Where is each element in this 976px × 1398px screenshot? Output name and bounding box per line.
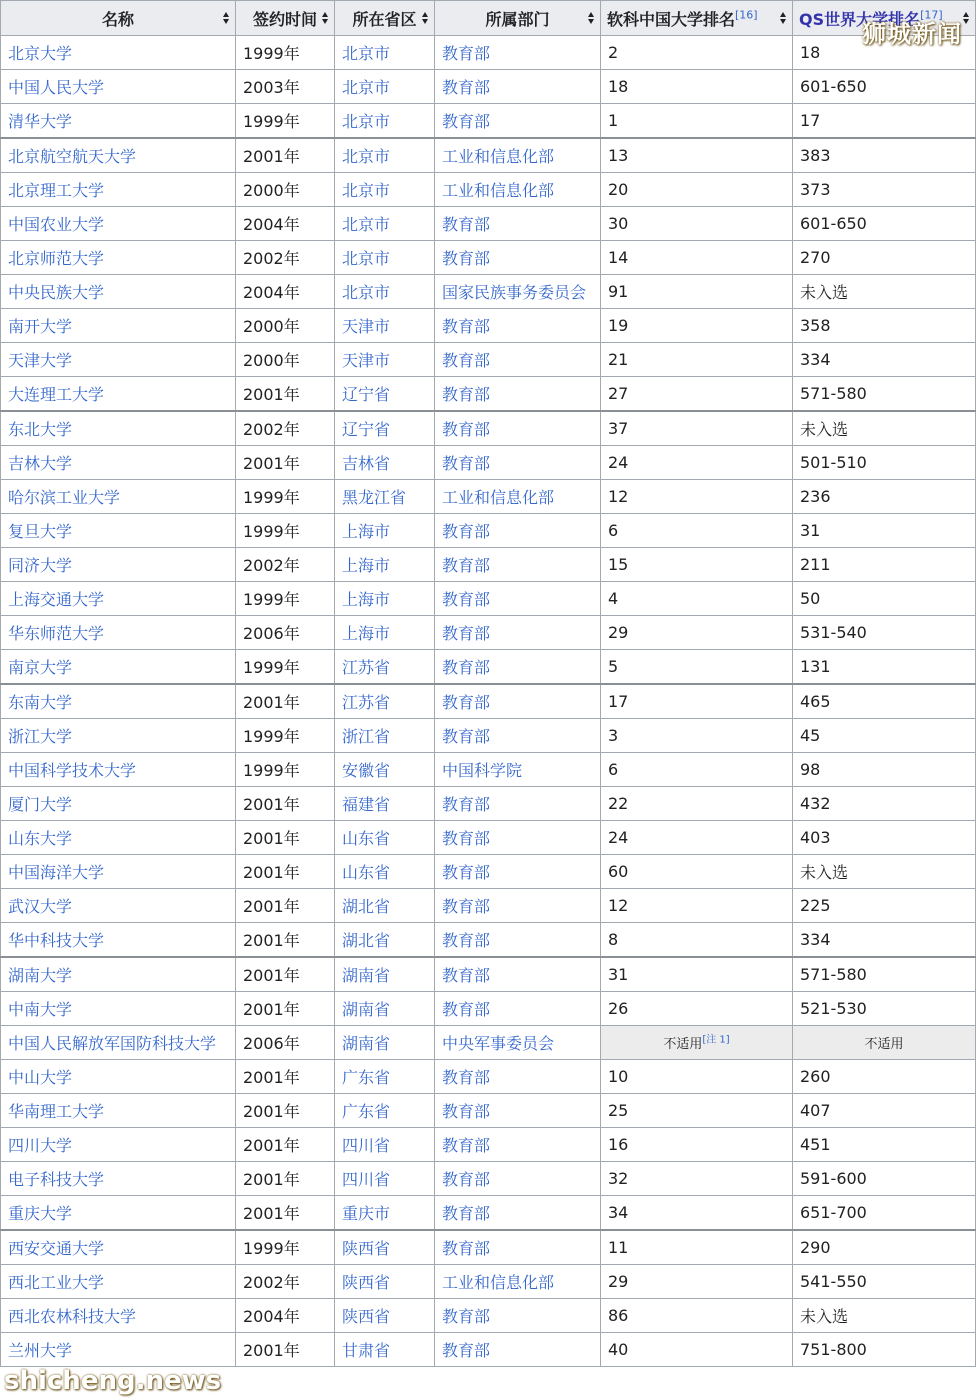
table-row xyxy=(1,70,976,104)
date-cell: 1999年 xyxy=(236,514,335,548)
rank-cn-cell: 11 xyxy=(601,1230,793,1265)
dept-cell[interactable]: 工业和信息化部 xyxy=(435,480,601,514)
rank-qs-cell: 591-600 xyxy=(793,1162,976,1196)
name-cell[interactable]: 复旦大学 xyxy=(1,514,236,548)
province-cell[interactable]: 陕西省 xyxy=(335,1265,435,1299)
rank-cn-cell: 12 xyxy=(601,889,793,923)
date-cell: 2006年 xyxy=(236,616,335,650)
dept-cell[interactable]: 教育部 xyxy=(435,1230,601,1265)
rank-cn-cell: 20 xyxy=(601,173,793,207)
province-cell[interactable]: 北京市 xyxy=(335,241,435,275)
date-cell: 2001年 xyxy=(236,923,335,958)
table-row xyxy=(1,1026,976,1060)
dept-cell[interactable]: 教育部 xyxy=(435,855,601,889)
rank-cn-cell: 5 xyxy=(601,650,793,685)
dept-cell[interactable]: 教育部 xyxy=(435,582,601,616)
table-row xyxy=(1,1060,976,1094)
rank-cn-cell: 40 xyxy=(601,1333,793,1367)
province-cell[interactable]: 安徽省 xyxy=(335,753,435,787)
date-cell: 1999年 xyxy=(236,1230,335,1265)
dept-cell[interactable]: 教育部 xyxy=(435,650,601,685)
header-label: 所属部门 xyxy=(485,9,550,29)
header-label: 名称 xyxy=(101,9,134,29)
table-row xyxy=(1,821,976,855)
rank-cn-cell: 34 xyxy=(601,1196,793,1231)
rank-qs-cell: 501-510 xyxy=(793,446,976,480)
sort-icon[interactable] xyxy=(780,12,787,24)
rank-cn-cell: 24 xyxy=(601,821,793,855)
dept-cell[interactable]: 教育部 xyxy=(435,241,601,275)
rank-cn-cell: 12 xyxy=(601,480,793,514)
name-cell[interactable]: 吉林大学 xyxy=(1,446,236,480)
province-cell[interactable]: 湖北省 xyxy=(335,889,435,923)
dept-cell[interactable]: 工业和信息化部 xyxy=(435,1265,601,1299)
table-row xyxy=(1,309,976,343)
name-cell[interactable]: 清华大学 xyxy=(1,104,236,139)
rank-cn-cell: 4 xyxy=(601,582,793,616)
name-cell[interactable]: 中山大学 xyxy=(1,1060,236,1094)
dept-cell[interactable]: 教育部 xyxy=(435,548,601,582)
dept-cell[interactable]: 中央军事委员会 xyxy=(435,1026,601,1060)
table-row xyxy=(1,480,976,514)
name-cell[interactable]: 浙江大学 xyxy=(1,719,236,753)
dept-cell[interactable]: 教育部 xyxy=(435,684,601,719)
province-cell[interactable]: 重庆市 xyxy=(335,1196,435,1231)
dept-cell[interactable]: 教育部 xyxy=(435,957,601,992)
province-cell[interactable]: 黑龙江省 xyxy=(335,480,435,514)
dept-cell[interactable]: 教育部 xyxy=(435,207,601,241)
date-cell: 2001年 xyxy=(236,1128,335,1162)
table-row xyxy=(1,616,976,650)
date-cell: 2002年 xyxy=(236,241,335,275)
column-header-name[interactable] xyxy=(1,1,236,36)
rank-qs-cell: 571-580 xyxy=(793,957,976,992)
table-header-row xyxy=(1,1,976,36)
table-row xyxy=(1,1230,976,1265)
rank-qs-cell: 451 xyxy=(793,1128,976,1162)
dept-cell[interactable]: 教育部 xyxy=(435,1333,601,1367)
rank-qs-cell: 432 xyxy=(793,787,976,821)
rank-cn-cell: 91 xyxy=(601,275,793,309)
sort-icon[interactable] xyxy=(588,12,595,24)
name-cell[interactable]: 西北农林科技大学 xyxy=(1,1299,236,1333)
rank-qs-cell: 601-650 xyxy=(793,207,976,241)
province-cell[interactable]: 吉林省 xyxy=(335,446,435,480)
rank-cn-cell: 15 xyxy=(601,548,793,582)
date-cell: 2002年 xyxy=(236,411,335,446)
rank-cn-cell: 86 xyxy=(601,1299,793,1333)
sort-icon[interactable] xyxy=(422,12,429,24)
dept-cell[interactable]: 教育部 xyxy=(435,104,601,139)
rank-cn-cell: 18 xyxy=(601,70,793,104)
rank-qs-cell: 未入选 xyxy=(793,1299,976,1333)
province-cell[interactable]: 北京市 xyxy=(335,275,435,309)
rank-qs-cell: 531-540 xyxy=(793,616,976,650)
date-cell: 1999年 xyxy=(236,104,335,139)
name-cell[interactable]: 华中科技大学 xyxy=(1,923,236,958)
province-cell[interactable]: 北京市 xyxy=(335,207,435,241)
table-row xyxy=(1,719,976,753)
table-row xyxy=(1,1196,976,1231)
table-row xyxy=(1,36,976,70)
date-cell: 2001年 xyxy=(236,992,335,1026)
table-row xyxy=(1,1299,976,1333)
rank-cn-cell: 27 xyxy=(601,377,793,412)
name-cell[interactable]: 上海交通大学 xyxy=(1,582,236,616)
date-cell: 2001年 xyxy=(236,821,335,855)
column-header-dept[interactable] xyxy=(435,1,601,36)
province-cell[interactable]: 北京市 xyxy=(335,138,435,173)
province-cell[interactable]: 湖南省 xyxy=(335,1026,435,1060)
rank-qs-cell: 211 xyxy=(793,548,976,582)
rank-cn-cell: 6 xyxy=(601,753,793,787)
table-row xyxy=(1,1094,976,1128)
name-cell[interactable]: 华南理工大学 xyxy=(1,1094,236,1128)
rank-qs-cell: 373 xyxy=(793,173,976,207)
name-cell[interactable]: 南开大学 xyxy=(1,309,236,343)
date-cell: 2001年 xyxy=(236,138,335,173)
dept-cell[interactable]: 中国科学院 xyxy=(435,753,601,787)
rank-qs-cell: 18 xyxy=(793,36,976,70)
date-cell: 2004年 xyxy=(236,207,335,241)
watermark-top: 狮城新闻 xyxy=(862,20,962,48)
rank-cn-cell: 21 xyxy=(601,343,793,377)
rank-qs-cell: 50 xyxy=(793,582,976,616)
province-cell[interactable]: 甘肃省 xyxy=(335,1333,435,1367)
rank-qs-cell: 334 xyxy=(793,343,976,377)
date-cell: 2000年 xyxy=(236,309,335,343)
reference-link[interactable]: [17] xyxy=(920,8,943,22)
rank-cn-cell: 1 xyxy=(601,104,793,139)
header-label: 签约时间 xyxy=(252,9,317,29)
dept-cell[interactable]: 教育部 xyxy=(435,616,601,650)
dept-cell[interactable]: 教育部 xyxy=(435,1060,601,1094)
rank-cn-cell: 29 xyxy=(601,1265,793,1299)
date-cell: 2003年 xyxy=(236,70,335,104)
table-row xyxy=(1,1265,976,1299)
date-cell: 2001年 xyxy=(236,1060,335,1094)
rank-cn-cell: 60 xyxy=(601,855,793,889)
rank-cn-cell: 2 xyxy=(601,36,793,70)
date-cell: 2001年 xyxy=(236,855,335,889)
province-cell[interactable]: 天津市 xyxy=(335,343,435,377)
table-row xyxy=(1,275,976,309)
table-row xyxy=(1,173,976,207)
province-cell[interactable]: 浙江省 xyxy=(335,719,435,753)
rank-cn-cell: 3 xyxy=(601,719,793,753)
date-cell: 2002年 xyxy=(236,1265,335,1299)
rank-cn-cell: 25 xyxy=(601,1094,793,1128)
name-cell[interactable]: 中央民族大学 xyxy=(1,275,236,309)
table-row xyxy=(1,650,976,685)
date-cell: 2006年 xyxy=(236,1026,335,1060)
province-cell[interactable]: 北京市 xyxy=(335,173,435,207)
rank-qs-cell: 521-530 xyxy=(793,992,976,1026)
name-cell[interactable]: 华东师范大学 xyxy=(1,616,236,650)
dept-cell[interactable]: 教育部 xyxy=(435,821,601,855)
table-row xyxy=(1,514,976,548)
province-cell[interactable]: 上海市 xyxy=(335,582,435,616)
name-cell[interactable]: 中国人民解放军国防科技大学 xyxy=(1,1026,236,1060)
name-cell[interactable]: 东南大学 xyxy=(1,684,236,719)
name-cell[interactable]: 重庆大学 xyxy=(1,1196,236,1231)
table-row xyxy=(1,992,976,1026)
sort-icon[interactable] xyxy=(322,12,329,24)
footnote-link[interactable]: [注 1] xyxy=(702,1034,730,1046)
table-row xyxy=(1,753,976,787)
date-cell: 2001年 xyxy=(236,684,335,719)
date-cell: 2004年 xyxy=(236,1299,335,1333)
dept-cell[interactable]: 教育部 xyxy=(435,70,601,104)
province-cell[interactable]: 上海市 xyxy=(335,514,435,548)
header-label: 软科中国大学排名 xyxy=(607,9,736,29)
rank-qs-cell: 465 xyxy=(793,684,976,719)
rank-cn-cell: 22 xyxy=(601,787,793,821)
table-row xyxy=(1,207,976,241)
dept-cell[interactable]: 教育部 xyxy=(435,719,601,753)
province-cell[interactable]: 北京市 xyxy=(335,104,435,139)
province-cell[interactable]: 陕西省 xyxy=(335,1299,435,1333)
table-row xyxy=(1,1162,976,1196)
rank-qs-cell: 不适用 xyxy=(793,1026,976,1060)
table-row xyxy=(1,1333,976,1367)
rank-qs-cell: 未入选 xyxy=(793,855,976,889)
rank-qs-cell: 751-800 xyxy=(793,1333,976,1367)
watermark-bottom: shicheng.news xyxy=(4,1366,222,1396)
dept-cell[interactable]: 教育部 xyxy=(435,1162,601,1196)
table-row xyxy=(1,582,976,616)
rank-qs-cell: 403 xyxy=(793,821,976,855)
name-cell[interactable]: 天津大学 xyxy=(1,343,236,377)
province-cell[interactable]: 天津市 xyxy=(335,309,435,343)
province-cell[interactable]: 北京市 xyxy=(335,70,435,104)
date-cell: 2001年 xyxy=(236,1162,335,1196)
province-cell[interactable]: 湖南省 xyxy=(335,957,435,992)
rank-qs-cell: 541-550 xyxy=(793,1265,976,1299)
column-header-province[interactable] xyxy=(335,1,435,36)
dept-cell[interactable]: 教育部 xyxy=(435,787,601,821)
rank-cn-cell: 17 xyxy=(601,684,793,719)
province-cell[interactable]: 辽宁省 xyxy=(335,411,435,446)
table-row xyxy=(1,104,976,139)
name-cell[interactable]: 中国人民大学 xyxy=(1,70,236,104)
rank-cn-cell: 24 xyxy=(601,446,793,480)
rank-qs-cell: 225 xyxy=(793,889,976,923)
province-cell[interactable]: 山东省 xyxy=(335,821,435,855)
date-cell: 2001年 xyxy=(236,377,335,412)
date-cell: 2001年 xyxy=(236,1094,335,1128)
name-cell[interactable]: 电子科技大学 xyxy=(1,1162,236,1196)
table-row xyxy=(1,1128,976,1162)
dept-cell[interactable]: 教育部 xyxy=(435,411,601,446)
table-row xyxy=(1,787,976,821)
sort-icon[interactable] xyxy=(963,12,970,24)
province-cell[interactable]: 四川省 xyxy=(335,1128,435,1162)
rank-cn-cell: 13 xyxy=(601,138,793,173)
province-cell[interactable]: 江苏省 xyxy=(335,684,435,719)
date-cell: 1999年 xyxy=(236,480,335,514)
rank-qs-cell: 260 xyxy=(793,1060,976,1094)
rank-cn-cell: 37 xyxy=(601,411,793,446)
province-cell[interactable]: 上海市 xyxy=(335,616,435,650)
name-cell[interactable]: 武汉大学 xyxy=(1,889,236,923)
date-cell: 1999年 xyxy=(236,582,335,616)
table-row xyxy=(1,548,976,582)
table-row xyxy=(1,684,976,719)
table-row xyxy=(1,923,976,958)
rank-qs-cell: 601-650 xyxy=(793,70,976,104)
name-cell[interactable]: 东北大学 xyxy=(1,411,236,446)
name-cell[interactable]: 西安交通大学 xyxy=(1,1230,236,1265)
dept-cell[interactable]: 教育部 xyxy=(435,309,601,343)
name-cell[interactable]: 中国海洋大学 xyxy=(1,855,236,889)
name-cell[interactable]: 北京大学 xyxy=(1,36,236,70)
name-cell[interactable]: 湖南大学 xyxy=(1,957,236,992)
table-row xyxy=(1,889,976,923)
table-body xyxy=(1,36,976,1367)
date-cell: 2002年 xyxy=(236,548,335,582)
name-cell[interactable]: 厦门大学 xyxy=(1,787,236,821)
name-cell[interactable]: 大连理工大学 xyxy=(1,377,236,412)
rank-qs-cell: 358 xyxy=(793,309,976,343)
province-cell[interactable]: 江苏省 xyxy=(335,650,435,685)
province-cell[interactable]: 广东省 xyxy=(335,1094,435,1128)
rank-qs-cell: 98 xyxy=(793,753,976,787)
rank-qs-cell: 407 xyxy=(793,1094,976,1128)
province-cell[interactable]: 四川省 xyxy=(335,1162,435,1196)
rank-qs-cell: 651-700 xyxy=(793,1196,976,1231)
province-cell[interactable]: 福建省 xyxy=(335,787,435,821)
rank-cn-cell: 29 xyxy=(601,616,793,650)
column-header-rank-cn[interactable] xyxy=(601,1,793,36)
table-row xyxy=(1,957,976,992)
rank-cn-cell: 6 xyxy=(601,514,793,548)
table-row xyxy=(1,377,976,412)
date-cell: 2001年 xyxy=(236,787,335,821)
rank-cn-cell: 32 xyxy=(601,1162,793,1196)
name-cell[interactable]: 山东大学 xyxy=(1,821,236,855)
dept-cell[interactable]: 教育部 xyxy=(435,1094,601,1128)
dept-cell[interactable]: 教育部 xyxy=(435,36,601,70)
dept-cell[interactable]: 教育部 xyxy=(435,1299,601,1333)
rank-qs-cell: 571-580 xyxy=(793,377,976,412)
rank-cn-cell: 不适用[注 1] xyxy=(601,1026,793,1060)
name-cell[interactable]: 中国农业大学 xyxy=(1,207,236,241)
date-cell: 2000年 xyxy=(236,343,335,377)
rank-qs-cell: 334 xyxy=(793,923,976,958)
name-cell[interactable]: 中国科学技术大学 xyxy=(1,753,236,787)
date-cell: 1999年 xyxy=(236,719,335,753)
table-row xyxy=(1,411,976,446)
date-cell: 2001年 xyxy=(236,446,335,480)
name-cell[interactable]: 哈尔滨工业大学 xyxy=(1,480,236,514)
dept-cell[interactable]: 教育部 xyxy=(435,1196,601,1231)
rank-cn-cell: 14 xyxy=(601,241,793,275)
rank-qs-cell: 未入选 xyxy=(793,275,976,309)
column-header-date[interactable] xyxy=(236,1,335,36)
date-cell: 2001年 xyxy=(236,889,335,923)
sort-icon[interactable] xyxy=(223,12,230,24)
rank-cn-cell: 8 xyxy=(601,923,793,958)
date-cell: 2001年 xyxy=(236,957,335,992)
date-cell: 1999年 xyxy=(236,753,335,787)
rank-qs-cell: 131 xyxy=(793,650,976,685)
table-row xyxy=(1,446,976,480)
rank-qs-cell: 未入选 xyxy=(793,411,976,446)
header-label[interactable]: QS世界大学排名 xyxy=(799,9,921,29)
province-cell[interactable]: 上海市 xyxy=(335,548,435,582)
date-cell: 2000年 xyxy=(236,173,335,207)
rank-qs-cell: 31 xyxy=(793,514,976,548)
date-cell: 2004年 xyxy=(236,275,335,309)
name-cell[interactable]: 中南大学 xyxy=(1,992,236,1026)
rank-qs-cell: 236 xyxy=(793,480,976,514)
dept-cell[interactable]: 教育部 xyxy=(435,514,601,548)
province-cell[interactable]: 陕西省 xyxy=(335,1230,435,1265)
rank-qs-cell: 270 xyxy=(793,241,976,275)
dept-cell[interactable]: 教育部 xyxy=(435,446,601,480)
table-row xyxy=(1,855,976,889)
dept-cell[interactable]: 工业和信息化部 xyxy=(435,138,601,173)
date-cell: 2001年 xyxy=(236,1333,335,1367)
header-label: 所在省区 xyxy=(352,9,417,29)
rank-qs-cell: 45 xyxy=(793,719,976,753)
reference-link[interactable]: [16] xyxy=(735,8,758,22)
name-cell[interactable]: 兰州大学 xyxy=(1,1333,236,1367)
dept-cell[interactable]: 教育部 xyxy=(435,1128,601,1162)
rank-cn-cell: 26 xyxy=(601,992,793,1026)
rank-qs-cell: 17 xyxy=(793,104,976,139)
dept-cell[interactable]: 教育部 xyxy=(435,923,601,958)
dept-cell[interactable]: 国家民族事务委员会 xyxy=(435,275,601,309)
date-cell: 1999年 xyxy=(236,650,335,685)
dept-cell[interactable]: 教育部 xyxy=(435,377,601,412)
dept-cell[interactable]: 工业和信息化部 xyxy=(435,173,601,207)
name-cell[interactable]: 四川大学 xyxy=(1,1128,236,1162)
province-cell[interactable]: 山东省 xyxy=(335,855,435,889)
rank-cn-cell: 10 xyxy=(601,1060,793,1094)
table-row xyxy=(1,138,976,173)
province-cell[interactable]: 广东省 xyxy=(335,1060,435,1094)
province-cell[interactable]: 北京市 xyxy=(335,36,435,70)
province-cell[interactable]: 辽宁省 xyxy=(335,377,435,412)
name-cell[interactable]: 北京师范大学 xyxy=(1,241,236,275)
dept-cell[interactable]: 教育部 xyxy=(435,343,601,377)
province-cell[interactable]: 湖北省 xyxy=(335,923,435,958)
rank-cn-cell: 16 xyxy=(601,1128,793,1162)
table-row xyxy=(1,241,976,275)
table-row xyxy=(1,343,976,377)
name-cell[interactable]: 北京航空航天大学 xyxy=(1,138,236,173)
rank-qs-cell: 383 xyxy=(793,138,976,173)
rank-cn-cell: 19 xyxy=(601,309,793,343)
dept-cell[interactable]: 教育部 xyxy=(435,889,601,923)
rank-cn-cell: 31 xyxy=(601,957,793,992)
dept-cell[interactable]: 教育部 xyxy=(435,992,601,1026)
name-cell[interactable]: 同济大学 xyxy=(1,548,236,582)
rank-qs-cell: 290 xyxy=(793,1230,976,1265)
date-cell: 2001年 xyxy=(236,1196,335,1231)
name-cell[interactable]: 西北工业大学 xyxy=(1,1265,236,1299)
name-cell[interactable]: 南京大学 xyxy=(1,650,236,685)
date-cell: 1999年 xyxy=(236,36,335,70)
rank-cn-cell: 30 xyxy=(601,207,793,241)
province-cell[interactable]: 湖南省 xyxy=(335,992,435,1026)
name-cell[interactable]: 北京理工大学 xyxy=(1,173,236,207)
